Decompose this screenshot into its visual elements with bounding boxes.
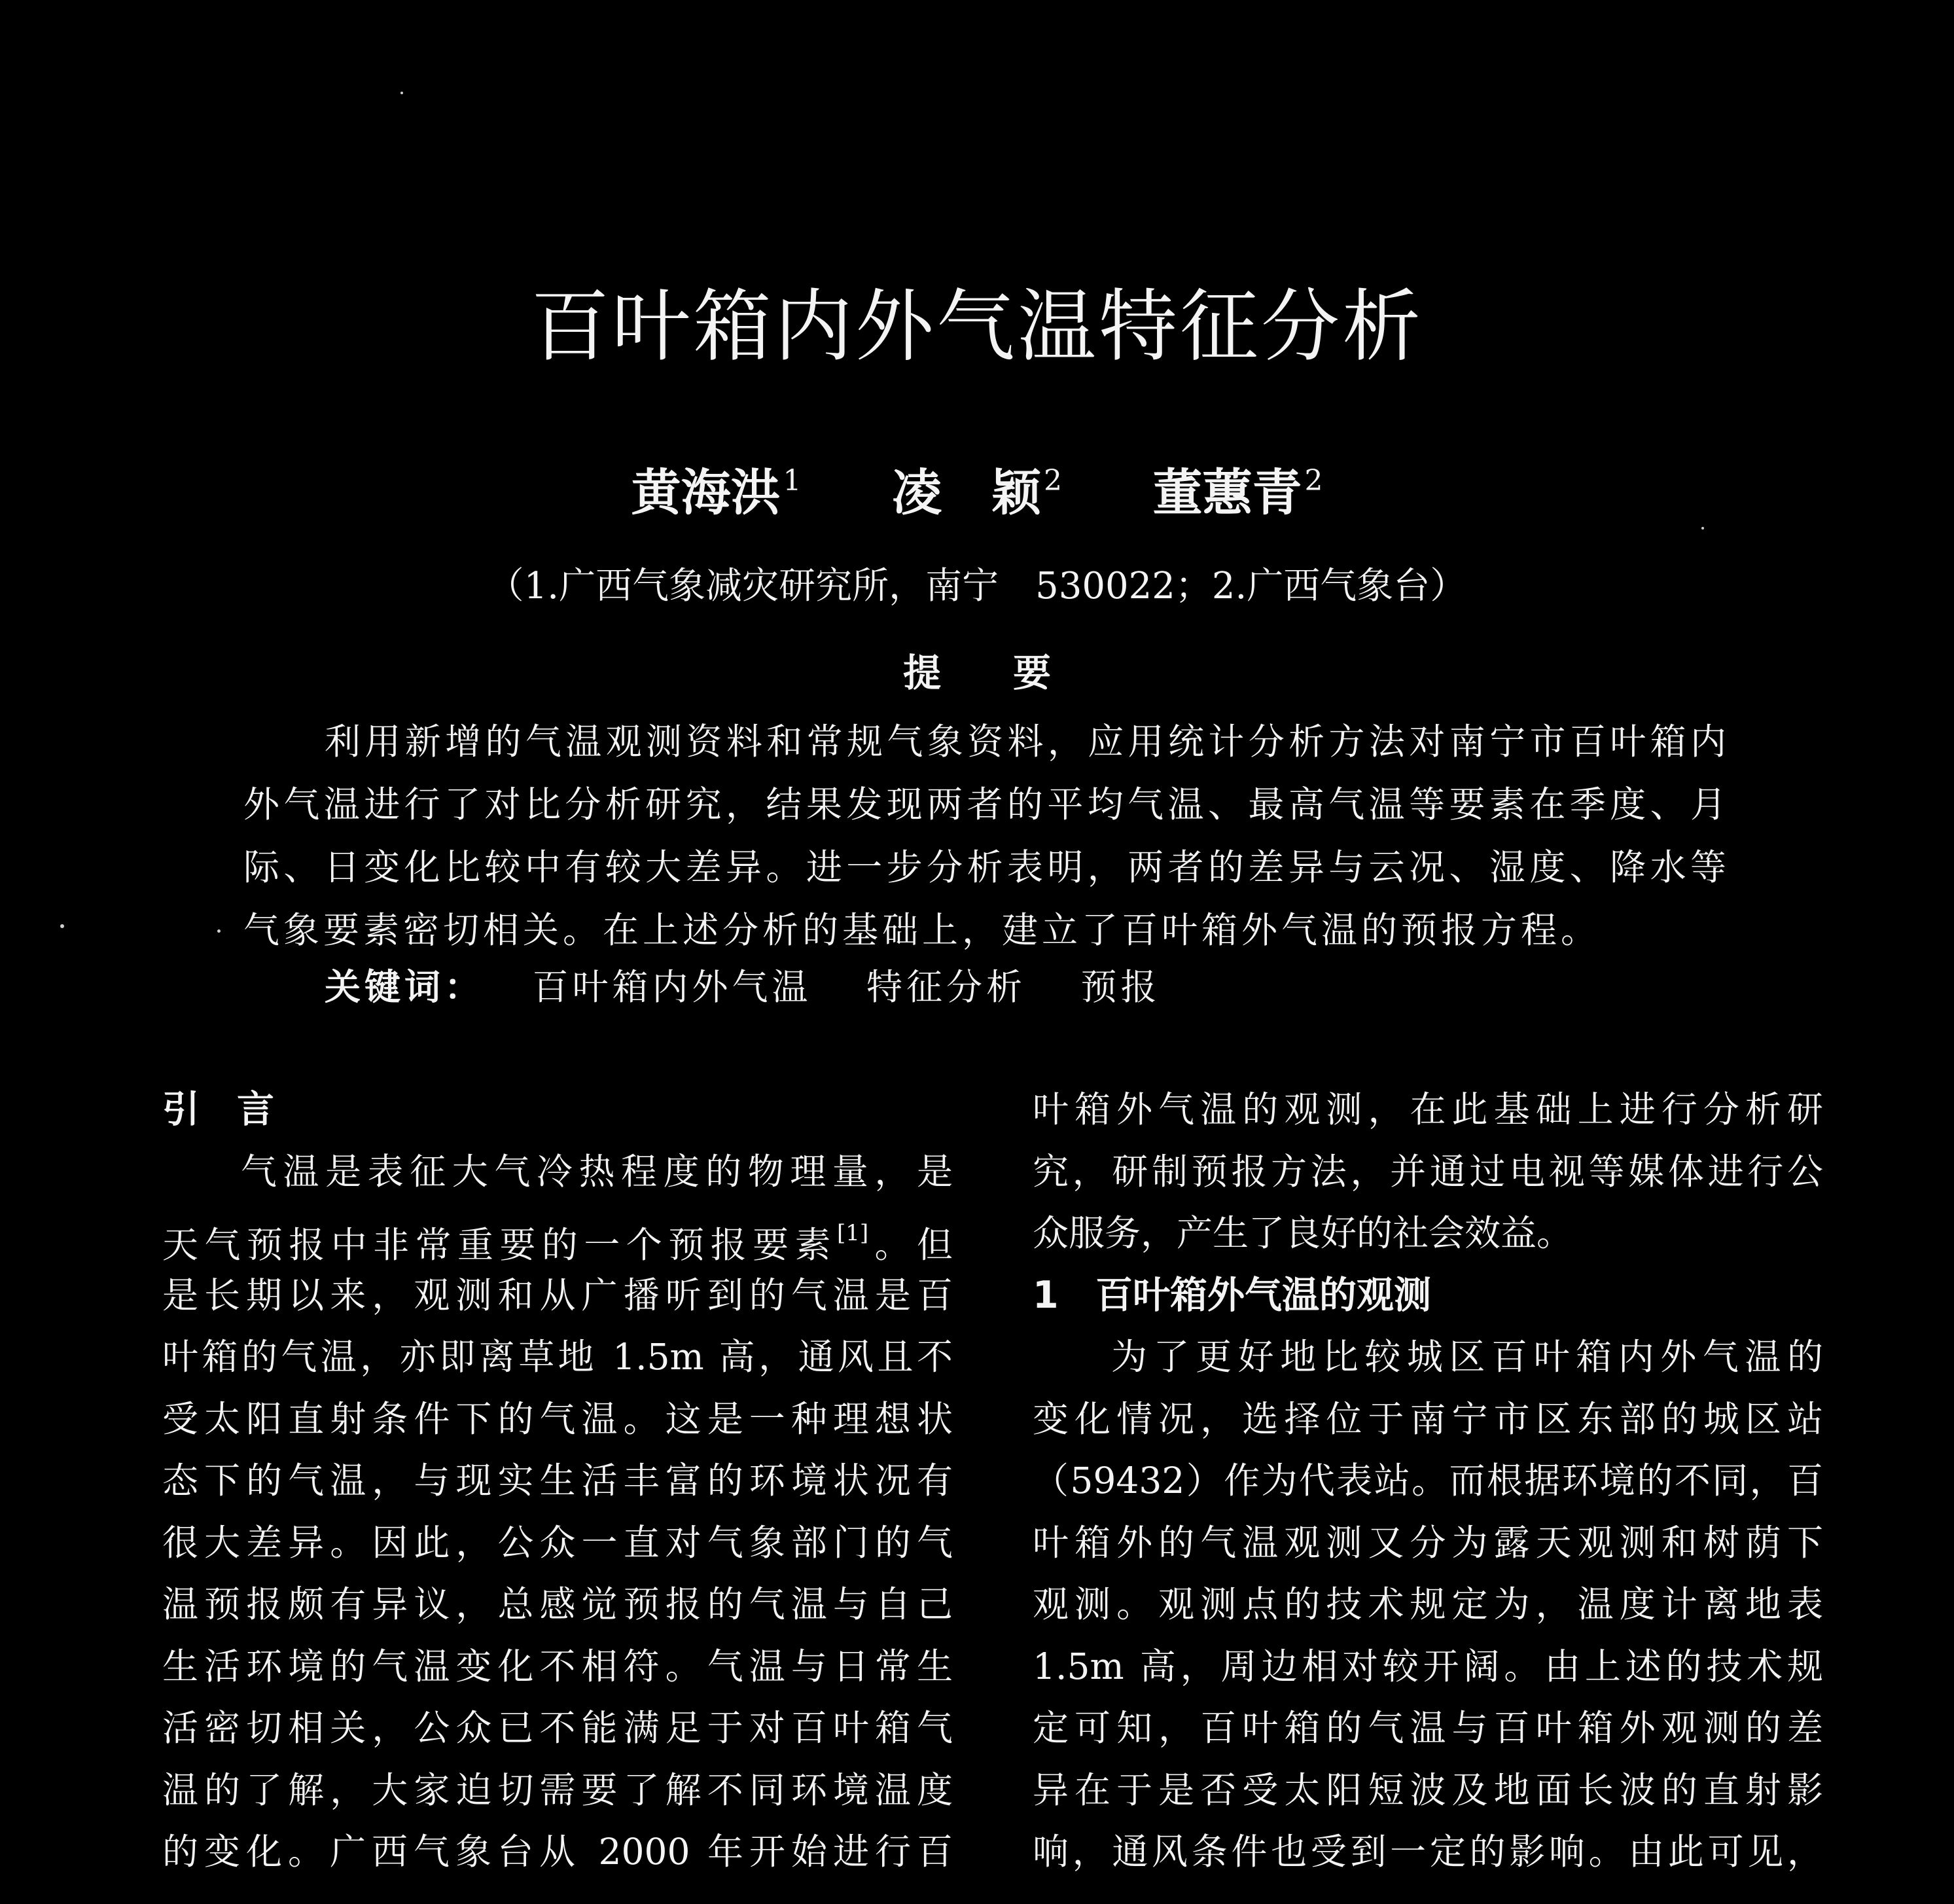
paper-title: 百叶箱内外气温特征分析 [531,281,1423,372]
body-line: 活密切相关，公众已不能满足于对百叶箱气 [162,1707,953,1749]
body-line: 众服务，产生了良好的社会效益。 [1033,1212,1573,1254]
author-affiliation-mark: 2 [1304,464,1323,497]
body-line: 是长期以来，观测和从广播听到的气温是百 [162,1274,953,1316]
citation-mark: [1] [836,1220,869,1246]
keyword: 特征分析 [866,966,1027,1008]
section-heading-intro: 引 言 [162,1088,274,1131]
scan-speck [400,92,403,94]
keyword: 预报 [1080,966,1161,1008]
body-line: 究，研制预报方法，并通过电视等媒体进行公 [1033,1150,1823,1193]
body-line: 态下的气温，与现实生活丰富的环境状况有 [162,1460,953,1501]
body-line: 的变化。广西气象台从 2000 年开始进行百 [162,1831,953,1873]
author-2 [892,448,1062,526]
body-line: （59432）作为代表站。而根据环境的不同，百 [1033,1460,1823,1501]
body-line: 受太阳直射条件下的气温。这是一种理想状 [162,1397,953,1440]
author-name: 凌 颖 [892,463,1041,522]
body-line-tail: 。但 [868,1224,953,1265]
body-line: 定可知，百叶箱的气温与百叶箱外观测的差 [1033,1707,1823,1749]
author-affiliation-mark: 1 [783,464,802,497]
body-line: 异在于是否受太阳短波及地面长波的直射影 [1033,1769,1823,1811]
body-line: 响，通风条件也受到一定的影响。由此可见， [1033,1831,1823,1873]
scan-speck [1701,527,1704,530]
scan-speck [217,929,221,933]
author-name: 黄海洪 [631,463,781,522]
keyword: 百叶箱内外气温 [532,966,812,1008]
right-column [1033,1079,1823,1883]
section-title: 百叶箱外气温的观测 [1095,1273,1431,1317]
body-line: 1.5m 高，周边相对较开阔。由上述的技术规 [1033,1645,1823,1687]
body-line: 很大差异。因此，公众一直对气象部门的气 [162,1521,953,1564]
section-number: 1 [1033,1273,1059,1317]
scan-speck [60,924,64,928]
author-name: 董蕙青 [1152,463,1302,522]
body-line: 叶箱外气温的观测，在此基础上进行分析研 [1033,1088,1823,1130]
author-list [0,448,1954,526]
keywords [325,961,1200,1013]
body-line: 温预报颇有异议，总感觉预报的气温与自己 [162,1583,953,1625]
body-line: 观测。观测点的技术规定为，温度计离地表 [1033,1583,1823,1625]
affiliation: （1.广西气象减灾研究所，南宁 530022；2.广西气象台） [487,565,1467,607]
body-line: 生活环境的气温变化不相符。气温与日常生 [162,1645,953,1687]
body-line-text: 天气预报中非常重要的一个预报要素 [162,1224,837,1265]
author-affiliation-mark: 2 [1044,464,1062,497]
abstract-text: 利用新增的气温观测资料和常规气象资料，应用统计分析方法对南宁市百叶箱内外气温进行了对比分析研究，结果发现两者的平均气温、最高气温等要素在季度、月际、日变化比较中有较大差异。进一步分析表明，两者的差异与云况、湿度、降水等气象要素密切相关。在上述分析的基础上，建立了百叶箱外气温的预报方程。 [243,721,1730,951]
body-line [162,1202,953,1265]
body-line: 为了更好地比较城区百叶箱内外气温的 [1111,1336,1823,1378]
keywords-label: 关键词： [325,966,485,1008]
author-1 [631,448,802,526]
section-heading-1 [1033,1265,1823,1327]
author-3 [1152,448,1323,526]
body-line: 叶箱的气温，亦即离草地 1.5m 高，通风且不 [162,1336,953,1378]
body-line: 叶箱外的气温观测又分为露天观测和树荫下 [1033,1521,1823,1564]
body-line: 温的了解，大家迫切需要了解不同环境温度 [162,1769,953,1811]
body-line: 变化情况，选择位于南宁市区东部的城区站 [1033,1397,1823,1440]
abstract-heading: 提要 [902,651,1123,695]
left-column [162,1079,953,1883]
body-line: 气温是表征大气冷热程度的物理量，是 [241,1150,953,1193]
